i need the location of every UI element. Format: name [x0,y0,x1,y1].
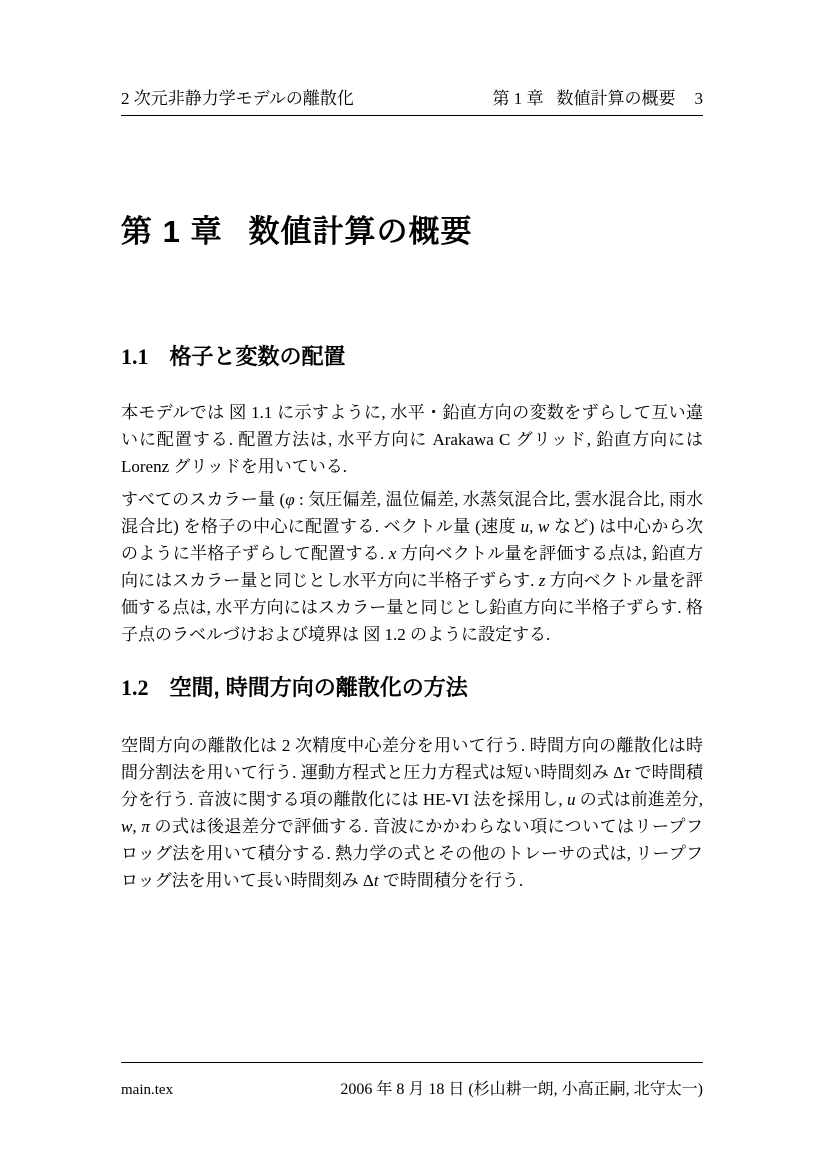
math-variable: w [538,517,550,536]
text-run: で時間積分を行う. 音波に関する項の離散化には HE-VI 法を採用し, [121,763,703,809]
footer-date-authors: 2006 年 8 月 18 日 (杉山耕一朗, 小高正嗣, 北守太一) [340,1081,703,1098]
section-title: 格子と変数の配置 [169,344,346,369]
math-variable: x [388,544,397,563]
text-run: 方向ベクトル量を評価する点は, 水平方向にはスカラー量と同じとし鉛直方向に半格子ずらす. 格子点のラベルづけおよび境界は 図 1.2 のように設定する. [121,571,704,644]
footer-filename: main.tex [121,1082,174,1098]
text-run: の式は後退差分で評価する. 音波にかかわらない項についてはリープフロッグ法を用いて積分する. 熱力学の式とその他のトレーサの式は, リープフロッグ法を用いて長い時間刻み Δ [121,817,704,890]
text-run: 空間方向の離散化は 2 次精度中心差分を用いて行う. 時間方向の離散化は時間分割法を用いて行う. 運動方程式と圧力方程式は短い時間刻み Δ [121,736,703,782]
text-run: , [529,517,539,536]
paragraph-discretization-method [121,732,703,894]
paragraph-grid-arrangement-1 [121,399,703,480]
math-variable: π [141,817,150,836]
section-number: 1.1 [121,344,149,369]
text-run: の式は前進差分, [575,790,704,809]
text-run: すべてのスカラー量 ( [121,490,286,509]
text-run: で時間積分を行う. [378,871,524,890]
text-run: , [132,817,142,836]
section-heading-1-1 [121,340,346,371]
math-variable: τ [624,763,631,782]
running-header-right [493,84,704,109]
text-run: 本モデルでは 図 1.1 に示すように, 水平・鉛直方向の変数をずらして互い違いに配置する. 配置方法は, 水平方向に Arakawa C グリッド, 鉛直方向には Lorenz グリッドを用いている. [121,403,703,476]
section-number: 1.2 [121,675,149,700]
paragraph-grid-arrangement-2 [121,486,703,648]
chapter-number: 第 1 章 [121,214,223,249]
chapter-title: 数値計算の概要 [248,214,473,249]
text-run: 方向ベクトル量を評価する点は, 鉛直方向にはスカラー量と同じとし水平方向に半格子ずらす. [121,544,704,590]
page-number: 3 [694,89,703,108]
math-variable: u [520,517,530,536]
section-heading-1-2 [121,671,468,702]
running-header-chapter-title: 数値計算の概要 [556,89,676,108]
math-variable: u [566,790,576,809]
math-variable: w [121,817,133,836]
running-header-document-title: 2 次元非静力学モデルの離散化 [121,89,354,108]
page-footer [121,1062,703,1099]
text-run: : 気圧偏差, 温位偏差, 水蒸気混合比, 雲水混合比, 雨水混合比) を格子の中心に配置する. ベクトル量 (速度 [121,490,703,536]
math-variable: z [538,571,546,590]
math-variable: t [373,871,379,890]
section-title: 空間, 時間方向の離散化の方法 [169,675,468,700]
math-variable: φ [285,490,295,509]
running-header [121,84,703,116]
text-run: など) は中心から次のように半格子ずらして配置する. [121,517,703,563]
chapter-heading [121,206,472,251]
running-header-chapter-label: 第 1 章 [492,89,544,108]
